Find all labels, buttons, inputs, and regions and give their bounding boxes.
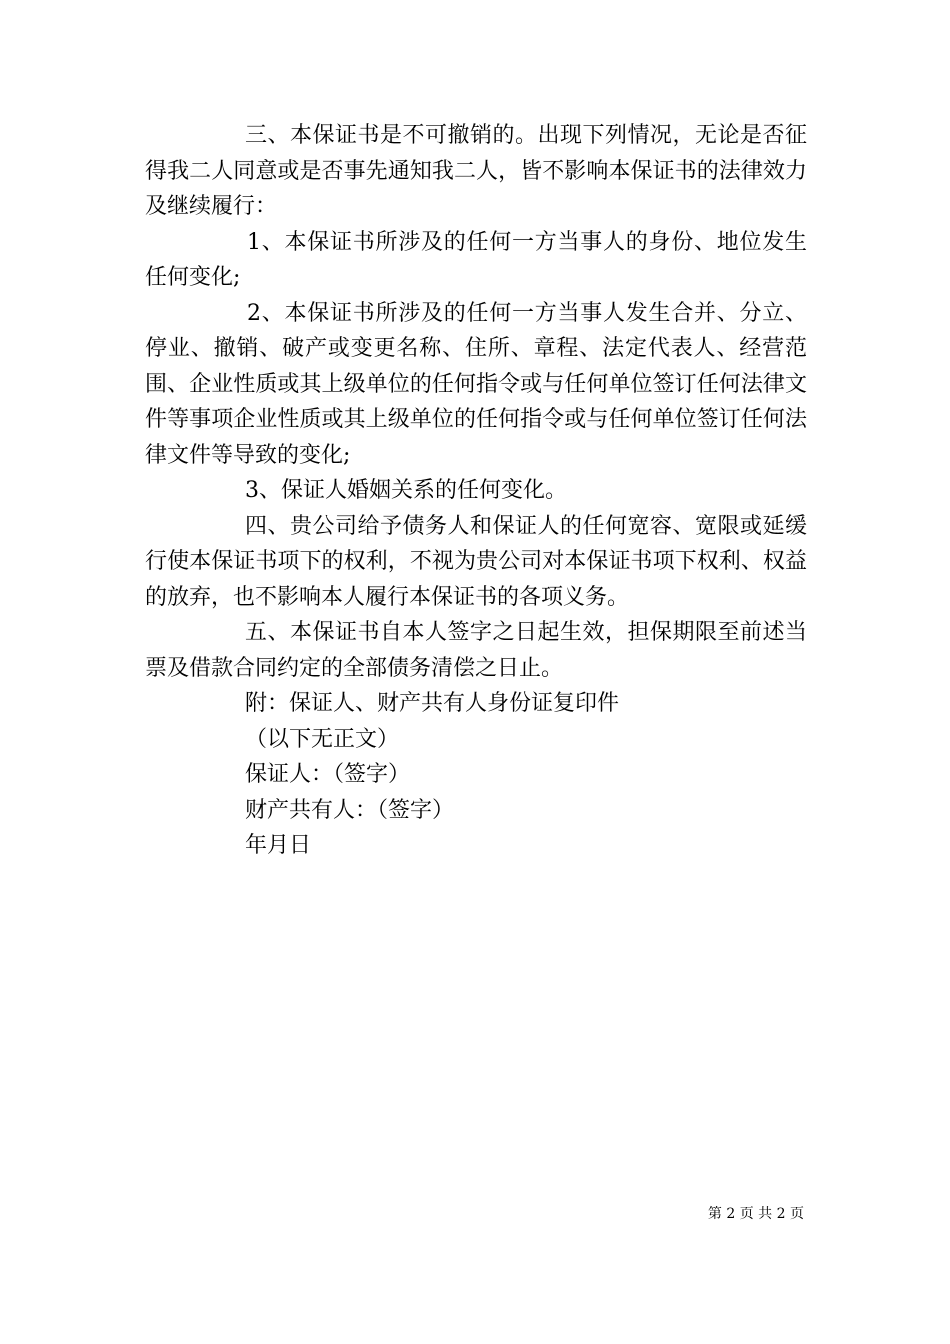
co-owner-signature-line: 财产共有人：（签字） <box>245 797 455 823</box>
clause-four: 四、贵公司给予债务人和保证人的任何宽容、宽限或延缓行使本保证书项下的权利，不视为贵公司对本保证书项下权利、权益的放弃，也不影响本人履行本保证书的各项义务。 <box>145 513 807 610</box>
clause-three-item-3: 3、保证人婚姻关系的任何变化。 <box>245 478 567 503</box>
no-more-text-note: （以下无正文） <box>245 726 400 752</box>
date-line: 年月日 <box>245 833 312 858</box>
clause-three-item-1: 1、本保证书所涉及的任何一方当事人的身份、地位发生任何变化; <box>145 229 807 290</box>
document-body <box>145 118 807 864</box>
page-number-footer: 第 2 页 共 2 页 <box>707 1206 804 1222</box>
guarantor-signature-line: 保证人：（签字） <box>245 762 411 787</box>
clause-three-item-2: 2、本保证书所涉及的任何一方当事人发生合并、分立、停业、撤销、破产或变更名称、住所、章程、法定代表人、经营范围、企业性质或其上级单位的任何指令或与任何单位签订任何法律文件等事项企业性质或其上级单位的任何指令或与任何单位签订任何法律文件等导致的变化; <box>145 300 807 468</box>
clause-five: 五、本保证书自本人签字之日起生效，担保期限至前述当票及借款合同约定的全部债务清偿之日止。 <box>145 620 807 681</box>
attachment-note: 附：保证人、财产共有人身份证复印件 <box>245 691 620 716</box>
clause-three: 三、本保证书是不可撤销的。出现下列情况，无论是否征得我二人同意或是否事先通知我二人，皆不影响本保证书的法律效力及继续履行： <box>145 123 807 219</box>
